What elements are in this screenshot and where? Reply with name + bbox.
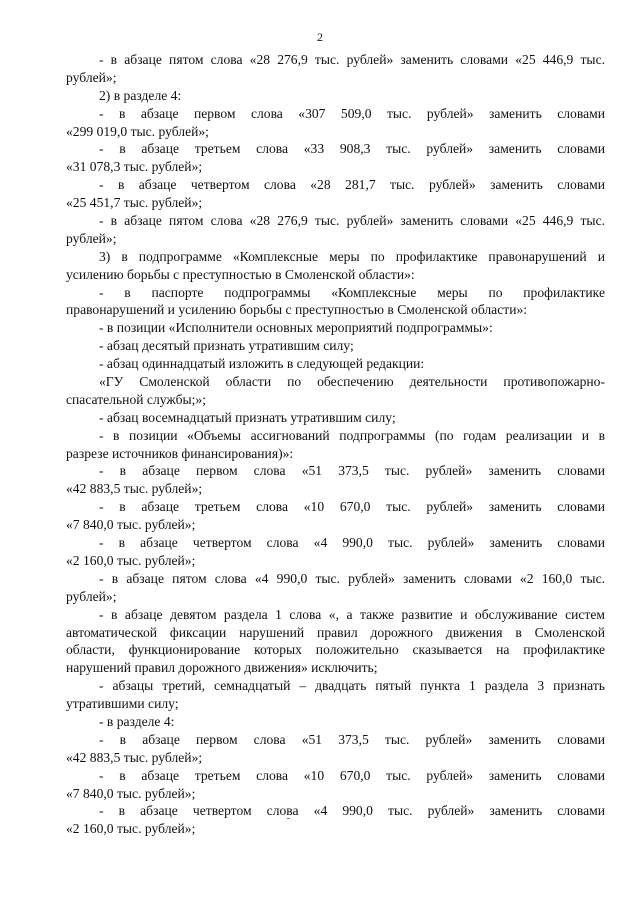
document-line: усилению борьбы с преступностью в Смоленской области»:	[66, 266, 415, 282]
document-line: спасательной службы;»;	[66, 391, 206, 407]
document-line: - абзац десятый признать утратившим силу;	[99, 338, 354, 354]
document-line: «2 160,0 тыс. рублей»;	[66, 552, 196, 568]
document-line: утратившими силу;	[66, 696, 179, 712]
document-line: «42 883,5 тыс. рублей»;	[66, 481, 203, 497]
document-line: области, функционирование которых положительно сказывается на профилактике	[66, 642, 605, 658]
document-line: - в разделе 4:	[99, 713, 175, 729]
document-line: «ГУ Смоленской области по обеспечению деятельности противопожарно-	[99, 374, 605, 390]
document-line: - абзац восемнадцатый признать утратившим силу;	[99, 409, 396, 425]
document-line: - в абзаце третьем слова «10 670,0 тыс. рублей» заменить словами	[99, 767, 605, 783]
document-line: - в абзаце пятом слова «4 990,0 тыс. рублей» заменить словами «2 160,0 тыс.	[99, 570, 605, 586]
document-line: 3) в подпрограмме «Комплексные меры по профилактике правонарушений и	[99, 248, 605, 264]
document-line: «7 840,0 тыс. рублей»;	[66, 517, 196, 533]
document-line: 2) в разделе 4:	[99, 87, 182, 103]
document-line: разрезе источников финансирования)»:	[66, 445, 294, 461]
document-line: «42 883,5 тыс. рублей»;	[66, 749, 203, 765]
document-line: рублей»;	[66, 588, 117, 604]
scan-artifact	[287, 818, 290, 819]
document-line: - в абзаце четвертом слова «28 281,7 тыс. рублей» заменить словами	[99, 177, 605, 193]
document-line: - абзацы третий, семнадцатый – двадцать пятый пункта 1 раздела 3 признать	[99, 678, 605, 694]
document-line: - в абзаце первом слова «51 373,5 тыс. рублей» заменить словами	[99, 463, 605, 479]
document-line: «31 078,3 тыс. рублей»;	[66, 159, 203, 175]
document-line: - в паспорте подпрограммы «Комплексные меры по профилактике	[99, 284, 605, 300]
document-line: рублей»;	[66, 69, 117, 85]
document-line: «2 160,0 тыс. рублей»;	[66, 821, 196, 837]
page-number: 2	[317, 30, 323, 44]
document-line: - в абзаце третьем слова «33 908,3 тыс. рублей» заменить словами	[99, 141, 605, 157]
document-line: - в абзаце третьем слова «10 670,0 тыс. рублей» заменить словами	[99, 499, 605, 515]
document-line: - в позиции «Объемы ассигнований подпрограммы (по годам реализации и в	[99, 427, 605, 443]
document-line: - в абзаце четвертом слова «4 990,0 тыс. рублей» заменить словами	[99, 535, 605, 551]
document-line: - в позиции «Исполнители основных мероприятий подпрограммы»:	[99, 320, 493, 336]
document-line: - в абзаце первом слова «51 373,5 тыс. рублей» заменить словами	[99, 731, 605, 747]
document-line: «25 451,7 тыс. рублей»;	[66, 195, 203, 211]
document-line: автоматической фиксации нарушений правил дорожного движения в Смоленской	[66, 624, 605, 640]
document-line: рублей»;	[66, 230, 117, 246]
document-line: - в абзаце пятом слова «28 276,9 тыс. рублей» заменить словами «25 446,9 тыс.	[99, 213, 605, 229]
document-line: - в абзаце девятом раздела 1 слова «, а также развитие и обслуживание систем	[99, 606, 605, 622]
document-body	[66, 51, 605, 838]
document-line: - в абзаце пятом слова «28 276,9 тыс. рублей» заменить словами «25 446,9 тыс.	[99, 52, 605, 67]
document-line: нарушений правил дорожного движения» исключить;	[66, 660, 378, 676]
document-line: - в абзаце четвертом слова «4 990,0 тыс. рублей» заменить словами	[99, 803, 605, 819]
document-line: - абзац одиннадцатый изложить в следующей редакции:	[99, 356, 425, 372]
document-line: «7 840,0 тыс. рублей»;	[66, 785, 196, 801]
document-line: «299 019,0 тыс. рублей»;	[66, 123, 209, 139]
document-line: - в абзаце первом слова «307 509,0 тыс. рублей» заменить словами	[99, 105, 605, 121]
document-line: правонарушений и усилению борьбы с преступностью в Смоленской области»:	[66, 302, 528, 318]
